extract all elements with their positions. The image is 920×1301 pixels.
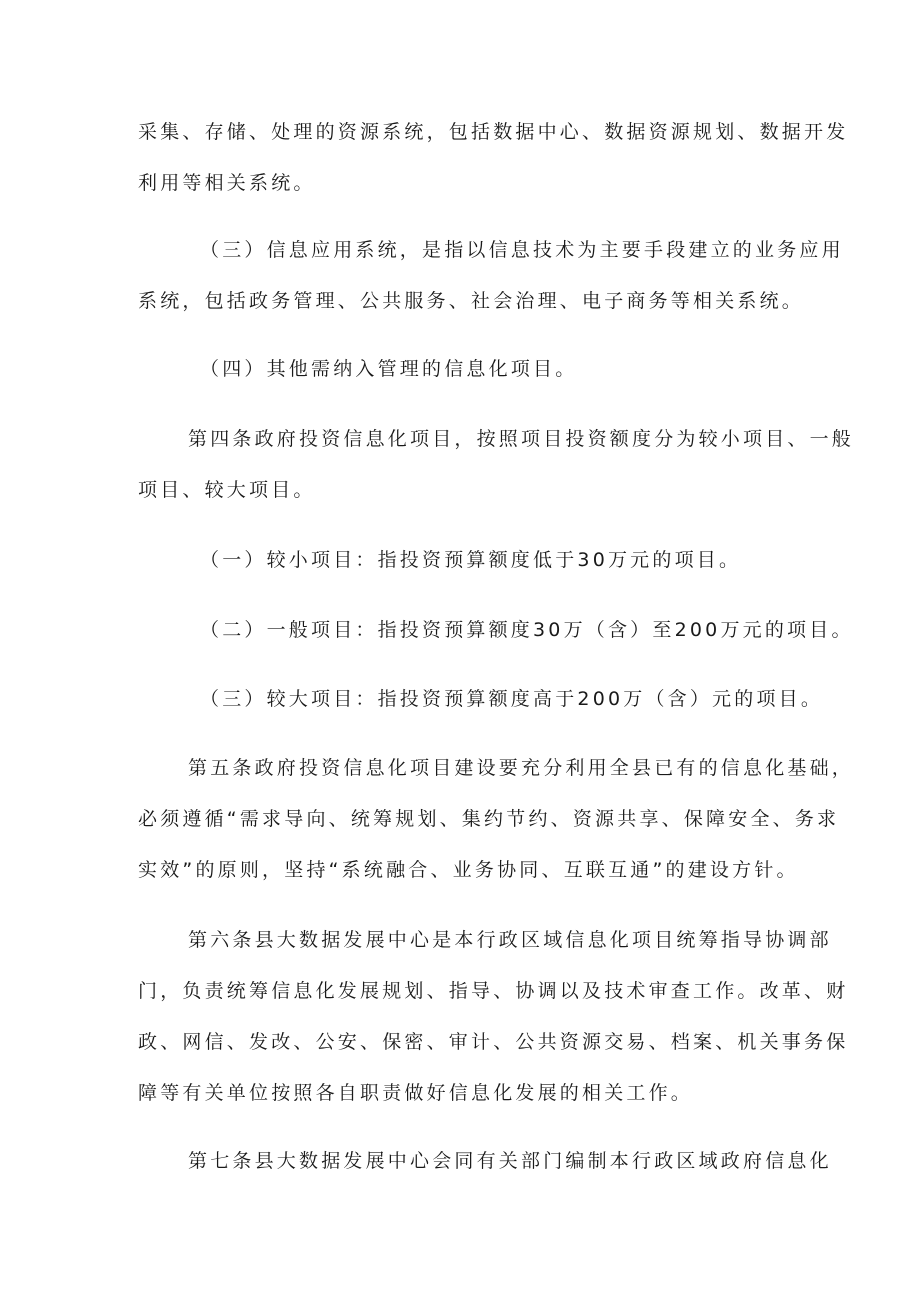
text-line: （三）信息应用系统，是指以信息技术为主要手段建立的业务应用 <box>200 239 844 261</box>
text-line: 利用等相关系统。 <box>138 172 316 194</box>
text-line: 第五条政府投资信息化项目建设要充分利用全县已有的信息化基础， <box>188 757 855 779</box>
text-line: 采集、存储、处理的资源系统，包括数据中心、数据资源规划、数据开发 <box>138 121 849 143</box>
text-line: 第四条政府投资信息化项目，按照项目投资额度分为较小项目、一般 <box>188 428 855 450</box>
text-line: 政、网信、发改、公安、保密、审计、公共资源交易、档案、机关事务保 <box>138 1031 849 1053</box>
text-line: 必须遵循“需求导向、统筹规划、集约节约、资源共享、保障安全、务求 <box>138 808 840 830</box>
text-line: 第七条县大数据发展中心会同有关部门编制本行政区域政府信息化 <box>188 1150 832 1172</box>
text-line: 障等有关单位按照各自职责做好信息化发展的相关工作。 <box>138 1082 694 1104</box>
text-line: 实效”的原则，坚持“系统融合、业务协同、互联互通”的建设方针。 <box>138 859 799 881</box>
text-line: 门，负责统筹信息化发展规划、指导、协调以及技术审查工作。改革、财 <box>138 980 849 1002</box>
text-line: 系统，包括政务管理、公共服务、社会治理、电子商务等相关系统。 <box>138 290 805 312</box>
text-line: 第六条县大数据发展中心是本行政区域信息化项目统筹指导协调部 <box>188 929 832 951</box>
text-line: （四）其他需纳入管理的信息化项目。 <box>200 358 578 380</box>
text-line: （二）一般项目：指投资预算额度30万（含）至200万元的项目。 <box>200 619 854 641</box>
text-line: （一）较小项目：指投资预算额度低于30万元的项目。 <box>200 549 742 571</box>
text-line: （三）较大项目：指投资预算额度高于200万（含）元的项目。 <box>200 688 824 710</box>
text-line: 项目、较大项目。 <box>138 479 316 501</box>
